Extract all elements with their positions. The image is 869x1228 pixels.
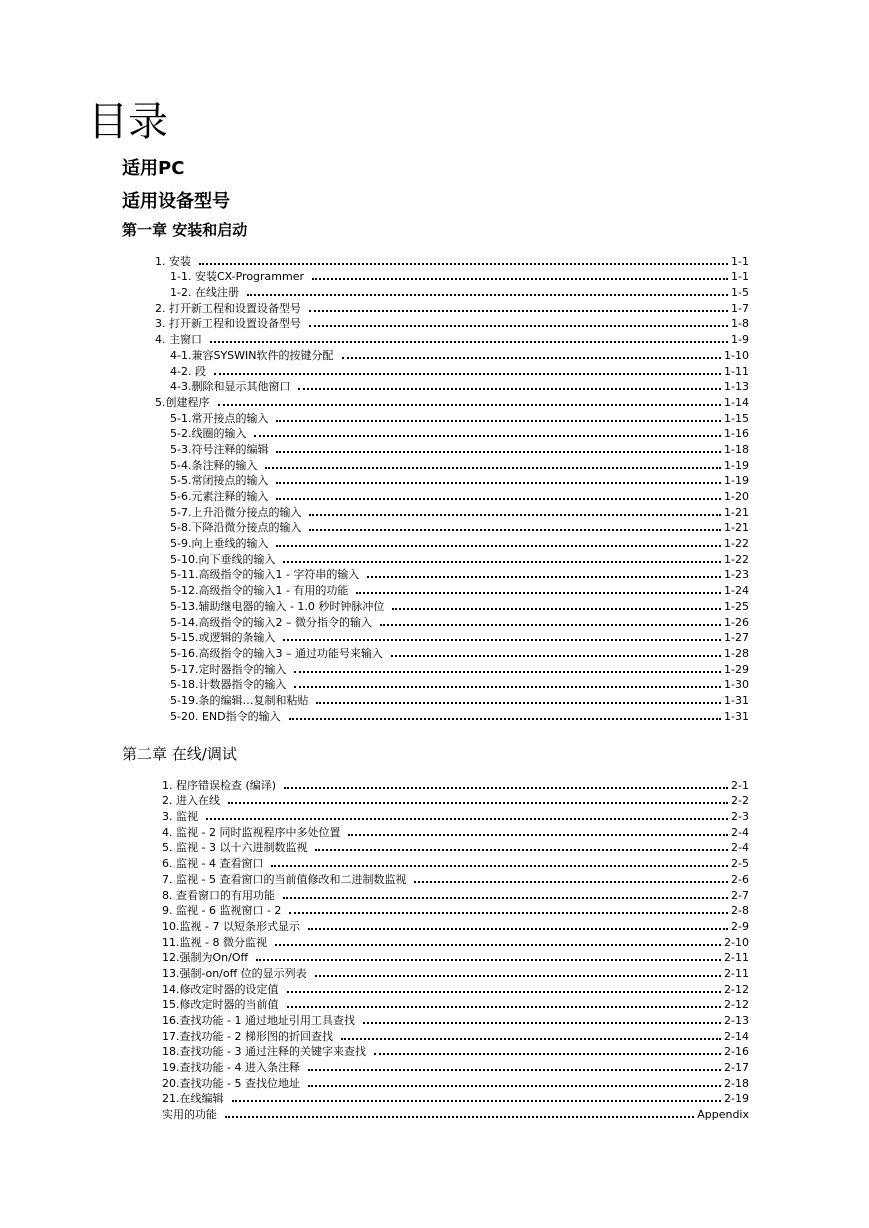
toc-entry[interactable] [155,456,749,472]
toc-entry[interactable] [162,1043,749,1059]
toc-entry-title: 5-1.常开接点的输入 [170,411,269,425]
toc-entry-page: 2-7 [731,888,749,902]
toc-entry-title: 18.查找功能 - 3 通过注释的关键字来查找 [162,1045,366,1059]
toc-entry-title: 5-9.向上垂线的输入 [170,537,269,551]
dot-leader [276,451,721,453]
toc-entry[interactable] [155,330,749,346]
toc-entry[interactable] [155,487,749,503]
toc-entry[interactable] [162,1058,749,1074]
dot-leader [276,482,721,484]
toc-entry-title: 5-17.定时器指令的输入 [170,662,287,676]
dot-leader [289,912,728,914]
dot-leader [315,849,728,851]
toc-entry[interactable] [155,597,749,613]
toc-entry-page: 1-31 [724,693,749,707]
toc-entry[interactable] [162,823,749,839]
dot-leader [275,944,721,946]
toc-entry-page: 2-14 [724,1029,749,1043]
page-title: 目录 [88,99,168,145]
toc-entry-page: 2-16 [724,1045,749,1059]
toc-entry[interactable] [155,519,749,535]
toc-entry[interactable] [155,409,749,425]
dot-leader [271,865,728,867]
dot-leader [309,514,721,516]
toc-entry-title: 5-20. END指令的输入 [170,709,281,723]
toc-entry-page: 1-21 [724,521,749,535]
toc-entry-title: 10.监视 - 7 以短条形式显示 [162,919,300,933]
dot-leader [356,592,721,594]
dot-leader [283,639,721,641]
dot-leader [289,718,721,720]
toc-entry[interactable] [155,566,749,582]
toc-entry-title: 4. 主窗口 [155,333,202,347]
toc-entry-page: 1-28 [724,646,749,660]
dot-leader [228,802,728,804]
toc-entry-title: 13.强制-on/off 位的显示列表 [162,966,307,980]
toc-entry-page: 1-16 [724,427,749,441]
toc-entry[interactable] [162,902,749,918]
toc-entry-page: 2-11 [724,966,749,980]
toc-entry-page: 2-10 [724,935,749,949]
toc-entry[interactable] [155,283,749,299]
toc-entry-page: 1-7 [731,301,749,315]
toc-entry[interactable] [162,886,749,902]
toc-entry-page: 1-15 [724,411,749,425]
toc-entry-page: 1-22 [724,552,749,566]
toc-entry-title: 7. 监视 - 5 查看窗口的当前值修改和二进制数监视 [162,872,407,886]
dot-leader [218,404,722,406]
toc-entry-page: 1-31 [724,709,749,723]
toc-entry-title: 2. 进入在线 [162,794,220,808]
toc-entry-title: 实用的功能 [162,1108,217,1122]
toc-entry-title: 17.查找功能 - 2 梯形图的折回查找 [162,1029,333,1043]
toc-entry-title: 4. 监视 - 2 同时监视程序中多处位置 [162,825,341,839]
dot-leader [367,576,721,578]
toc-entry-title: 19.查找功能 - 4 进入条注释 [162,1061,300,1075]
toc-entry-title: 5. 监视 - 3 以十六进制数监视 [162,841,308,855]
toc-entry[interactable] [155,629,749,645]
toc-entry-title: 5.创建程序 [155,395,210,409]
toc-entry-title: 5-2.线圈的输入 [170,427,247,441]
toc-entry-title: 11.监视 - 8 微分监视 [162,935,267,949]
toc-entry-page: 2-9 [731,919,749,933]
toc-entry-page: 2-1 [731,778,749,792]
toc-entry-title: 5-6.元素注释的输入 [170,490,269,503]
toc-entry[interactable] [155,676,749,692]
dot-leader [199,263,728,265]
dot-leader [283,897,728,899]
toc-entry[interactable] [162,980,749,996]
toc-entry-title: 20.查找功能 - 5 查找位地址 [162,1076,300,1090]
dot-leader [287,1006,722,1008]
toc-entry[interactable] [162,870,749,886]
toc-entry[interactable] [162,839,749,855]
toc-entry-title: 5-7.上升沿微分接点的输入 [170,505,302,519]
chapter1-title: 第一章 安装和启动 [122,221,248,239]
toc-entry[interactable] [162,917,749,933]
toc-entry[interactable] [155,299,749,315]
dot-leader [276,498,721,500]
toc-entry-title: 1. 程序错误检查 (编译) [162,778,277,792]
toc-entry[interactable] [155,660,749,676]
dot-leader [210,341,728,343]
toc-entry[interactable] [162,996,749,1012]
dot-leader [363,1022,721,1024]
toc-entry-title: 5-3.符号注释的编辑 [170,442,269,456]
toc-entry-page: 1-23 [724,568,749,582]
toc-entry-title: 14.修改定时器的设定值 [162,982,279,996]
dot-leader [284,787,728,789]
toc-entry-title: 5-14.高级指令的输入2 – 微分指令的输入 [170,615,372,629]
toc-entry-title: 8. 查看窗口的有用功能 [162,888,275,902]
toc-entry-page: 1-8 [731,317,749,331]
toc-entry-page: 2-4 [731,825,749,839]
dot-leader [225,1116,694,1118]
toc-entry-page: 1-25 [724,599,749,613]
dot-leader [414,881,728,883]
toc-entry[interactable] [162,1074,749,1090]
toc-entry[interactable] [155,378,749,394]
toc-entry[interactable] [155,472,749,488]
toc-entry[interactable] [155,346,749,362]
toc-entry-page: 1-24 [724,584,749,598]
toc-entry-page: 1-19 [724,458,749,472]
toc-entry[interactable] [162,792,749,808]
toc-entry-title: 1-2. 在线注册 [170,286,239,300]
toc-entry-page: 1-22 [724,537,749,551]
dot-leader [298,388,721,390]
dot-leader [276,420,721,422]
toc-entry-title: 21.在线编辑 [162,1092,224,1106]
toc-entry-title: 3. 打开新工程和设置设备型号 [155,317,301,331]
toc-entry-title: 1. 安装 [155,254,191,268]
toc-entry-title: 5-5.常闭接点的输入 [170,474,269,488]
toc-entry-title: 12.强制为On/Off [162,951,249,965]
toc-entry-title: 15.修改定时器的当前值 [162,998,279,1012]
dot-leader [214,373,721,375]
toc-entry-page: 2-2 [731,794,749,808]
dot-leader [315,975,721,977]
chapter2-title: 第二章 在线/调试 [122,745,237,763]
toc-entry-title: 5-11.高级指令的输入1 - 字符串的输入 [170,568,360,582]
dot-leader [254,435,721,437]
toc-entry[interactable] [155,691,749,707]
toc-entry-page: 2-8 [731,904,749,918]
toc-entry[interactable] [155,268,749,284]
toc-entry-page: 1-20 [724,490,749,503]
toc-entry-page: 1-26 [724,615,749,629]
toc-entry[interactable] [155,393,749,409]
toc-entry-page: 2-4 [731,841,749,855]
heading-applicable-model: 适用设备型号 [122,191,230,212]
toc-entry[interactable] [155,362,749,378]
toc-entry-title: 3. 监视 [162,810,198,824]
toc-entry-page: 2-19 [724,1092,749,1106]
toc-entry[interactable] [155,252,749,268]
toc-entry[interactable] [162,933,749,949]
toc-entry-title: 5-13.辅助继电器的输入 - 1.0 秒时钟脉冲位 [170,599,385,613]
dot-leader [308,1069,721,1071]
toc-entry-page: 1-11 [724,364,749,378]
toc-entry-title: 9. 监视 - 6 监视窗口 - 2 [162,904,282,918]
toc-entry-title: 6. 监视 - 4 查看窗口 [162,857,264,871]
toc-entry[interactable] [162,776,749,792]
dot-leader [247,294,728,296]
dot-leader [341,1038,721,1040]
toc-entry-page: 1-18 [724,442,749,456]
toc-entry[interactable] [162,807,749,823]
toc-entry-title: 5-12.高级指令的输入1 - 有用的功能 [170,584,349,598]
toc-entry[interactable] [162,1027,749,1043]
dot-leader [342,357,722,359]
toc-entry[interactable] [162,854,749,870]
dot-leader [316,702,721,704]
toc-entry[interactable] [162,1090,749,1106]
toc-entry-page: 1-1 [731,270,749,284]
toc-entry[interactable] [162,1105,749,1121]
toc-entry-page: 1-30 [724,678,749,692]
dot-leader [309,310,728,312]
toc-entry-page: Appendix [697,1108,749,1122]
toc-entry-page: 1-14 [724,395,749,409]
toc-entry[interactable] [162,1011,749,1027]
dot-leader [309,529,721,531]
dot-leader [312,278,728,280]
toc-entry-title: 16.查找功能 - 1 通过地址引用工具查找 [162,1014,355,1027]
toc-entry-page: 1-27 [724,631,749,645]
toc-entry-title: 4-1.兼容SYSWIN软件的按键分配 [170,348,334,362]
toc-entry[interactable] [155,581,749,597]
toc-entry[interactable] [155,550,749,566]
toc-entry-page: 1-1 [731,254,749,268]
dot-leader [232,1100,722,1102]
toc-entry-page: 2-17 [724,1061,749,1075]
dot-leader [348,834,728,836]
dot-leader [276,545,721,547]
toc-entry-title: 2. 打开新工程和设置设备型号 [155,301,301,315]
dot-leader [287,991,722,993]
dot-leader [392,608,721,610]
chapter2-toc [162,776,749,1121]
toc-entry-page: 1-10 [724,348,749,362]
dot-leader [374,1053,721,1055]
dot-leader [309,325,728,327]
dot-leader [391,655,721,657]
toc-entry-title: 5-15.或逻辑的条输入 [170,631,276,645]
toc-entry[interactable] [155,503,749,519]
toc-entry-page: 1-9 [731,333,749,347]
toc-entry[interactable] [155,315,749,331]
dot-leader [206,818,728,820]
toc-entry-title: 4-2. 段 [170,364,206,378]
toc-entry-title: 5-4.条注释的输入 [170,458,258,472]
toc-entry-title: 5-18.计数器指令的输入 [170,678,287,692]
toc-entry-page: 2-3 [731,810,749,824]
toc-entry-page: 2-11 [724,951,749,965]
toc-entry-page: 1-5 [731,286,749,300]
dot-leader [380,624,721,626]
toc-entry[interactable] [155,425,749,441]
dot-leader [308,1085,721,1087]
toc-entry-title: 5-10.向下垂线的输入 [170,552,276,566]
dot-leader [256,959,721,961]
toc-entry[interactable] [155,644,749,660]
dot-leader [294,671,721,673]
toc-entry[interactable] [155,707,749,723]
dot-leader [294,686,721,688]
dot-leader [283,561,721,563]
chapter1-toc [155,252,749,723]
heading-applicable-pc: 适用PC [122,158,185,179]
toc-entry-page: 1-13 [724,380,749,394]
toc-entry-title: 5-16.高级指令的输入3 – 通过功能号来输入 [170,646,383,660]
toc-entry-page: 2-12 [724,982,749,996]
toc-entry[interactable] [162,949,749,965]
toc-entry-page: 1-19 [724,474,749,488]
toc-entry-page: 2-5 [731,857,749,871]
toc-entry-page: 2-12 [724,998,749,1012]
dot-leader [265,467,721,469]
dot-leader [308,928,728,930]
toc-entry-page: 2-6 [731,872,749,886]
toc-entry-title: 5-8.下降沿微分接点的输入 [170,521,302,535]
toc-entry-page: 1-29 [724,662,749,676]
toc-entry[interactable] [155,534,749,550]
toc-entry-title: 4-3.删除和显示其他窗口 [170,380,291,394]
toc-entry-page: 2-18 [724,1076,749,1090]
toc-entry-title: 5-19.条的编辑…复制和粘贴 [170,693,309,707]
toc-entry-page: 1-21 [724,505,749,519]
toc-entry[interactable] [162,964,749,980]
toc-entry-title: 1-1. 安装CX-Programmer [170,270,305,284]
toc-entry[interactable] [155,613,749,629]
toc-entry-page: 2-13 [724,1014,749,1027]
toc-entry[interactable] [155,440,749,456]
